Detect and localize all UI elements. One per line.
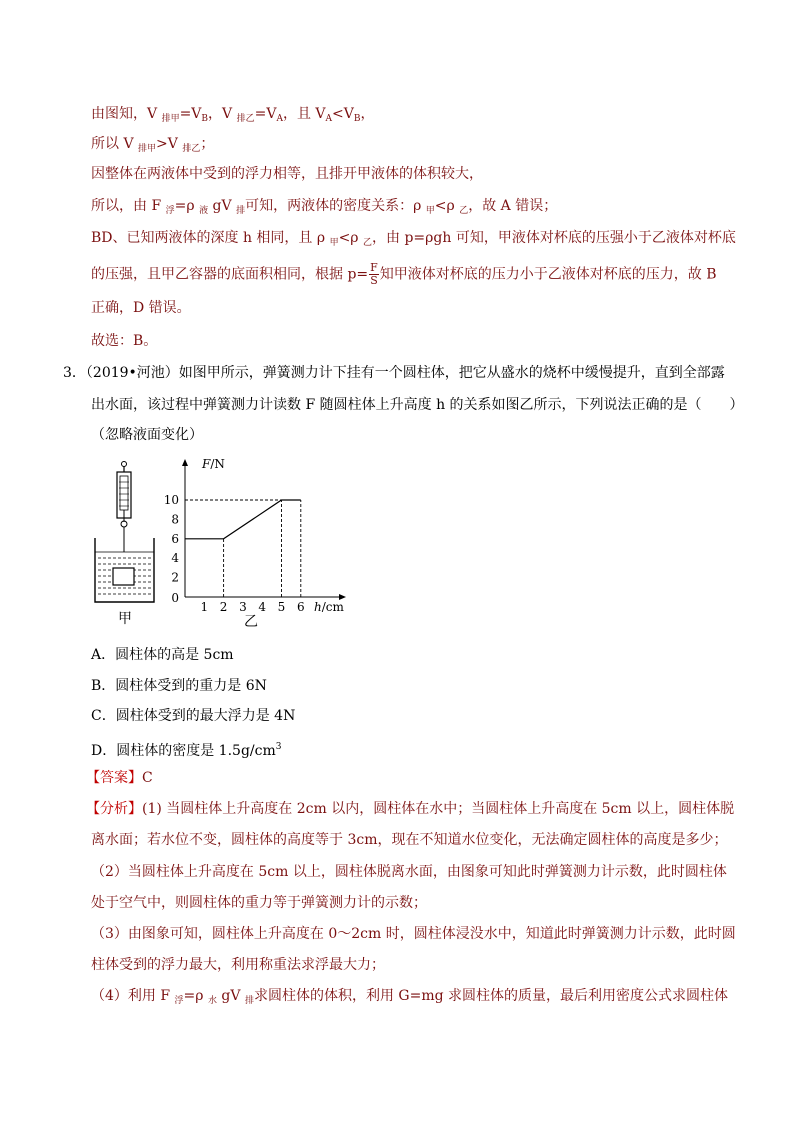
question-line-3: （忽略液面变化） [91, 427, 203, 443]
answer-value: C [142, 770, 153, 786]
y-tick-label: 6 [171, 531, 179, 546]
analysis-block-line-6: 柱体受到的浮力最大，利用称重法求浮最大力； [91, 957, 385, 973]
subscript: 排乙 [236, 114, 255, 124]
text: （2019•河池）如图甲所示，弹簧测力计下挂有一个圆柱体，把它从盛水的烧杯中缓慢提升，直到全部露 [85, 365, 725, 381]
series-line [185, 500, 301, 539]
analysis-block-line-3: （2）当圆柱体上升高度在 5cm 以上，圆柱体脱离水面，由图象可知此时弹簧测力计示数，此时圆柱体 [91, 864, 727, 880]
analysis-block-line-5: （3）由图象可知，圆柱体上升高度在 0～2cm 时，圆柱体浸没水中，知道此时弹簧测力计示数，此时圆 [91, 926, 736, 942]
text: =V [254, 106, 277, 122]
subscript: 排 [236, 206, 246, 216]
figure [78, 452, 368, 636]
text: ； [200, 136, 215, 152]
text: 求圆柱体的体积，利用 G=mg 求圆柱体的质量，最后利用密度公式求圆柱体 [253, 988, 729, 1004]
text: D．圆柱体的密度是 1.5g/cm [91, 743, 276, 759]
subscript: B [353, 114, 361, 124]
text: <ρ [434, 198, 460, 214]
subscript: 排甲 [161, 114, 180, 124]
text: ，且 V [282, 106, 326, 122]
analysis-line-2 [91, 134, 214, 159]
analysis-line-3: 因整体在两液体中受到的浮力相等，且排开甲液体的体积较大， [91, 166, 483, 182]
subscript: 液 [199, 206, 209, 216]
subscript: 水 [207, 996, 217, 1006]
analysis-block-line-4: 处于空气中，则圆柱体的重力等于弹簧测力计的示数； [91, 895, 427, 911]
text: ， [360, 106, 375, 122]
y-axis-label: F/N [202, 457, 225, 471]
analysis-line-4 [91, 196, 557, 221]
analysis-block-line-7 [91, 986, 728, 1011]
text: 所以 V [91, 136, 139, 152]
figure-label-jia: 甲 [118, 611, 132, 627]
text: 所以，由 F [91, 198, 166, 214]
y-tick-label: 8 [171, 512, 179, 527]
cylinder-block [113, 568, 134, 585]
text: <ρ [338, 230, 363, 246]
analysis-block-line-2: 离水面；若水位不变，圆柱体的高度等于 3cm，现在不知道水位变化，无法确定圆柱体的高度是多少； [91, 832, 728, 848]
y-tick-label: 4 [171, 551, 179, 566]
fraction-numerator: F [370, 261, 378, 274]
subscript: 浮 [165, 206, 175, 216]
subscript: 排甲 [138, 144, 157, 154]
question-number: 3． [63, 365, 86, 381]
subscript: A [325, 114, 333, 124]
graph [164, 457, 346, 614]
answer-tag: 【答案】 [86, 770, 142, 786]
spring-scale-icon [117, 462, 131, 528]
x-tick-label: 1 [200, 600, 209, 614]
text: 可知，两液体的密度关系：ρ [245, 198, 426, 214]
superscript: 3 [275, 742, 282, 752]
subscript: 甲 [425, 206, 435, 216]
question-line-2: 出水面，该过程中弹簧测力计读数 F 随圆柱体上升高度 h 的关系如图乙所示，下列说法正确的是（ ） [91, 397, 744, 413]
y-tick-label: 2 [171, 570, 179, 585]
x-axis-label: h/cm [314, 600, 344, 614]
y-axis-arrow [182, 459, 188, 466]
fraction [369, 262, 379, 287]
text: =V [179, 106, 202, 122]
text: （4）利用 F [91, 988, 175, 1004]
x-tick-label: 2 [219, 600, 228, 614]
text: 由图知，V [91, 106, 162, 122]
x-tick-label: 6 [296, 600, 305, 614]
figure-label-yi: 乙 [244, 614, 258, 630]
text: =ρ [174, 198, 200, 214]
text: gV [216, 988, 245, 1004]
text: 知甲液体对杯底的压力小于乙液体对杯底的压力，故 B [379, 266, 717, 283]
option-d [91, 737, 281, 761]
subscript: 浮 [174, 996, 184, 1006]
subscript: 甲 [329, 238, 339, 248]
text: gV [208, 198, 237, 214]
y-tick-label: 10 [163, 493, 179, 507]
option-c: C．圆柱体受到的最大浮力是 4N [91, 708, 296, 724]
origin-label: 0 [171, 591, 179, 605]
text: ，由 p=ρgh 可知，甲液体对杯底的压强小于乙液体对杯底 [372, 230, 736, 246]
analysis-line-5 [91, 228, 736, 253]
text: <V [332, 106, 354, 122]
analysis-line-7: 正确，D 错误。 [91, 300, 191, 316]
answer-line [86, 768, 153, 788]
subscript: 排乙 [182, 144, 201, 154]
subscript: 乙 [459, 206, 469, 216]
option-a: A．圆柱体的高是 5cm [91, 647, 234, 663]
subscript: B [201, 114, 209, 124]
x-tick-label: 5 [277, 600, 286, 614]
text: (1) 当圆柱体上升高度在 2cm 以内，圆柱体在水中；当圆柱体上升高度在 5cm 以上，圆柱体脱 [142, 801, 735, 817]
analysis-block-line-1 [86, 799, 734, 819]
subscript: 排 [244, 996, 254, 1006]
subscript: 乙 [363, 238, 373, 248]
subscript: A [276, 114, 283, 124]
analysis-line-1 [91, 104, 375, 129]
option-b: B．圆柱体受到的重力是 6N [91, 678, 267, 694]
text: ，故 A 错误； [468, 198, 558, 214]
fraction-denominator: S [370, 274, 378, 287]
analysis-tag: 【分析】 [86, 801, 142, 817]
text: =ρ [183, 988, 208, 1004]
text: BD、已知两液体的深度 h 相同，且 ρ [91, 230, 330, 246]
figure-svg [78, 452, 368, 632]
text: ，V [208, 106, 237, 122]
analysis-line-8: 故选：B。 [91, 333, 158, 349]
question-line-1 [63, 363, 725, 383]
text: >V [156, 136, 183, 152]
text: 的压强，且甲乙容器的底面积相同，根据 p= [91, 266, 369, 283]
analysis-line-6 [91, 262, 717, 287]
x-tick-label: 4 [258, 600, 267, 614]
x-tick-label: 3 [239, 600, 247, 614]
